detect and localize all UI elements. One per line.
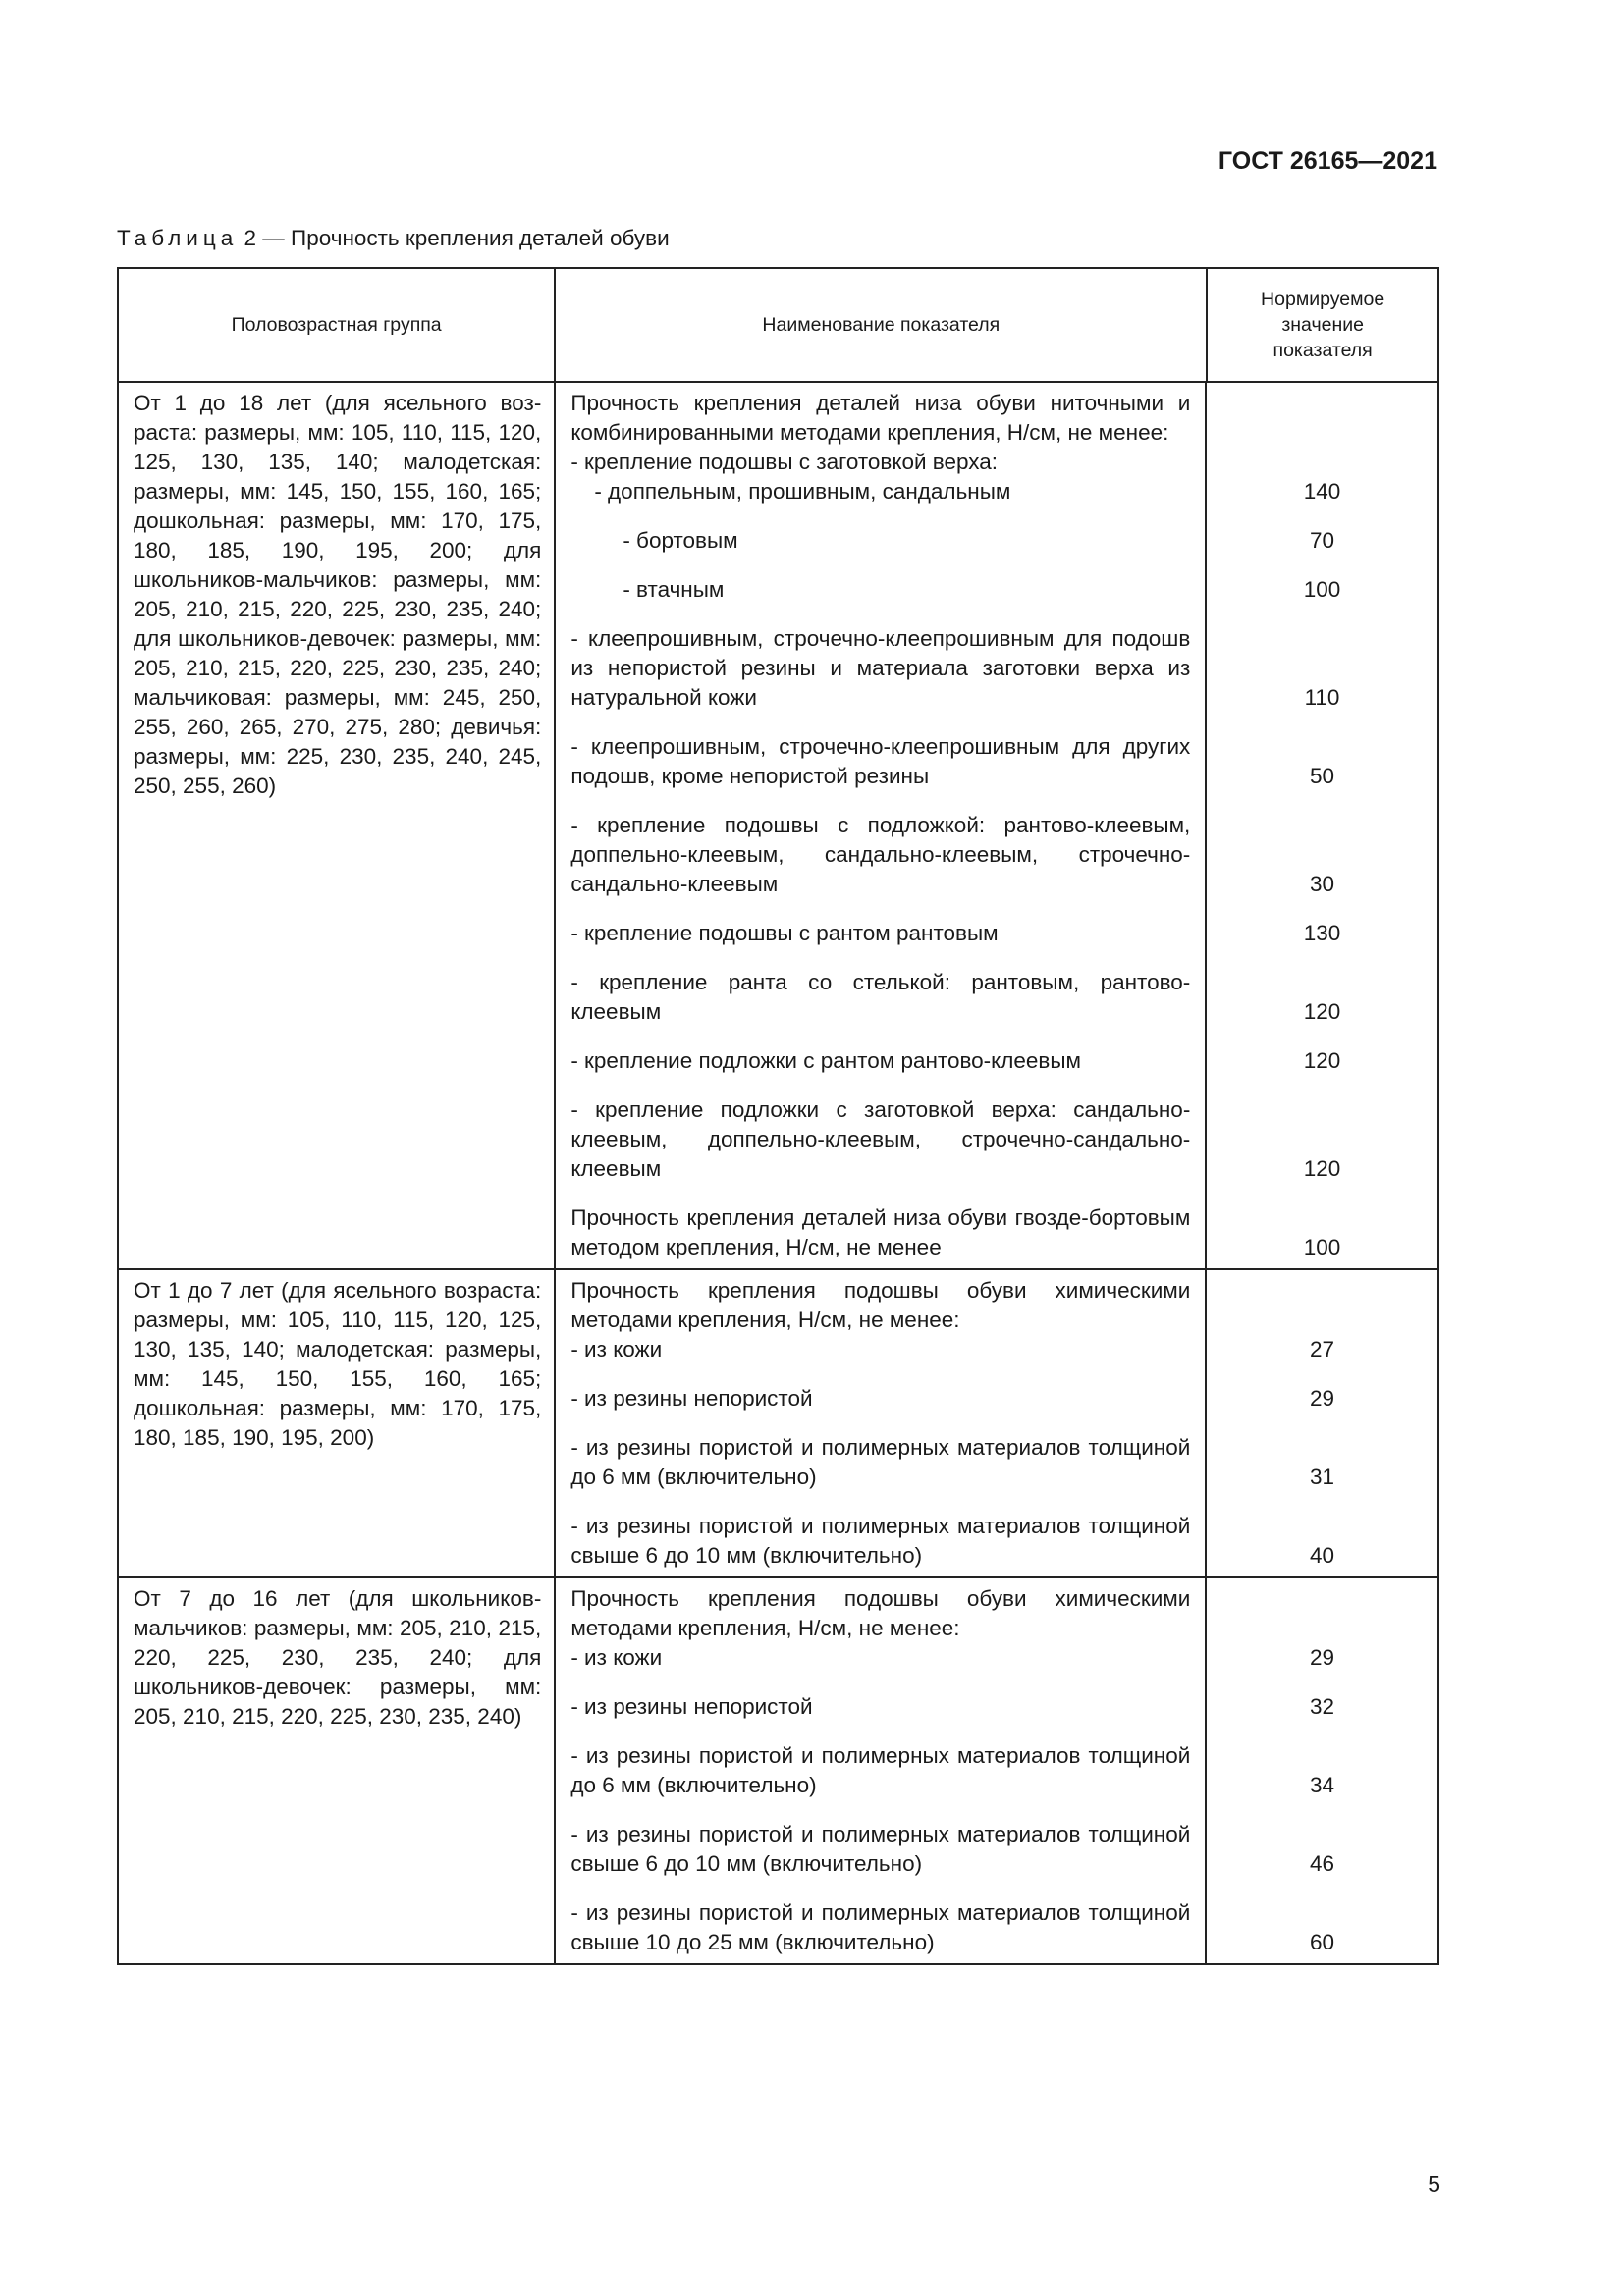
indicator-value: 29: [1309, 1386, 1335, 1411]
column-divider: [1205, 1578, 1207, 1963]
indicator-text: - крепление подложки с рантом рантово-клеевым: [570, 1048, 1082, 1073]
indicator-value: 100: [1303, 1235, 1341, 1259]
indicator-cell: [555, 382, 1438, 1269]
indicator-cell: [555, 1577, 1438, 1964]
indicator-text: - из резины пористой и полимерных материалов толщиной свыше 10 до 25 мм (включительно): [570, 1900, 1191, 1954]
indicator-subheading: - крепление подошвы с заготовкой верха:: [570, 450, 999, 474]
table-caption-title: 2 — Прочность крепления деталей обуви: [244, 226, 670, 250]
indicator-value: 130: [1303, 921, 1341, 945]
indicator-text: - из резины непористой: [570, 1386, 813, 1411]
indicator-cell: [555, 1269, 1438, 1577]
indicator-text: - доппельным, прошивным, сандальным: [594, 479, 1011, 504]
table-row-group3: [118, 1577, 1438, 1964]
indicator-value: 46: [1309, 1851, 1335, 1876]
indicator-text: - бортовым: [623, 528, 738, 553]
indicator-value: 70: [1309, 528, 1335, 553]
indicator-text: - крепление подложки с заготовкой верха: сандально-клеевым, доппельно-клеевым, строчечно-сандально-клеевым: [570, 1097, 1191, 1181]
indicator-value: 100: [1303, 577, 1341, 602]
age-group-cell: От 7 до 16 лет (для школьников-мальчиков: размеры, мм: 205, 210, 215, 220, 225, 230, 235, 240; для школьников-девочек: размеры, мм: 205, 210, 215, 220, 225, 230, 235, 240): [118, 1577, 555, 1964]
header-age-group: Половозрастная группа: [118, 268, 555, 382]
page-number: 5: [1428, 2171, 1440, 2197]
indicator-value: 27: [1309, 1337, 1335, 1362]
indicator-text: - клеепрошивным, строчечно-клеепрошивным для других подошв, кроме непористой резины: [570, 734, 1191, 788]
table-row-group2: [118, 1269, 1438, 1577]
indicator-heading: Прочность крепления деталей низа обуви ниточными и комбинированными методами крепления, Н/см, не менее:: [570, 391, 1191, 445]
indicator-text: - из резины пористой и полимерных материалов толщиной до 6 мм (включительно): [570, 1435, 1191, 1489]
age-group-cell: От 1 до 18 лет (для ясельного возраста: размеры, мм: 105, 110, 115, 120, 125, 130, 135, 140; малодетская: размеры, мм: 145, 150, 155, 160, 165; дошкольная: размеры, мм: 170, 175, 180, 185, 190, 195, 200; для школьников-мальчиков: размеры, мм: 205, 210, 215, 220, 225, 230, 235, 240; для школьников-девочек: размеры, мм: 205, 210, 215, 220, 225, 230, 235, 240; мальчиковая: размеры, мм: 245, 250, 255, 260, 265, 270, 275, 280; девичья: размеры, мм: 225, 230, 235, 240, 245, 250, 255, 260): [118, 382, 555, 1269]
age-group-cell: От 1 до 7 лет (для ясельного возраста: размеры, мм: 105, 110, 115, 120, 125, 130, 135, 140; малодетская: размеры, мм: 145, 150, 155, 160, 165; дошкольная: размеры, мм: 170, 175, 180, 185, 190, 195, 200): [118, 1269, 555, 1577]
indicator-value: 40: [1309, 1543, 1335, 1568]
indicator-value: 120: [1303, 1156, 1341, 1181]
indicator-value: 29: [1309, 1645, 1335, 1670]
indicator-text: - из резины пористой и полимерных материалов толщиной до 6 мм (включительно): [570, 1743, 1191, 1797]
table-row-group1: [118, 382, 1438, 1269]
indicator-text: - из кожи: [570, 1645, 663, 1670]
indicator-value: 120: [1303, 1048, 1341, 1073]
column-divider: [1205, 1270, 1207, 1576]
header-indicator: Наименование показателя: [555, 268, 1207, 382]
indicator-value: 30: [1309, 872, 1335, 896]
table-caption: [117, 226, 670, 251]
indicator-text: - из резины непористой: [570, 1694, 813, 1719]
indicator-text: - крепление подошвы с рантом рантовым: [570, 921, 999, 945]
indicator-text: - из кожи: [570, 1337, 663, 1362]
table-caption-word: Таблица: [117, 226, 239, 250]
indicator-text: - клеепрошивным, строчечно-клеепрошивным для подошв из непористой резины и материала заготовки верха из натуральной кожи: [570, 626, 1191, 710]
indicator-value: 50: [1309, 764, 1335, 788]
column-divider: [1205, 383, 1207, 1268]
indicator-text: - втачным: [623, 577, 725, 602]
indicator-heading: Прочность крепления подошвы обуви химическими методами крепления, Н/см, не менее:: [570, 1278, 1191, 1332]
indicator-value: 60: [1309, 1930, 1335, 1954]
indicator-text: - крепление подошвы с подложкой: рантово-клеевым, доппельно-клеевым, сандально-клеевым, строчечно-сандально-клеевым: [570, 813, 1191, 896]
indicator-heading: Прочность крепления подошвы обуви химическими методами крепления, Н/см, не менее:: [570, 1586, 1191, 1640]
indicator-value: 110: [1304, 685, 1340, 710]
indicator-text: - из резины пористой и полимерных материалов толщиной свыше 6 до 10 мм (включительно): [570, 1822, 1191, 1876]
indicator-value: 34: [1309, 1773, 1335, 1797]
indicator-value: 140: [1303, 479, 1341, 504]
indicator-text: - крепление ранта со стелькой: рантовым, рантово-клеевым: [570, 970, 1191, 1024]
indicator-text: - из резины пористой и полимерных материалов толщиной свыше 6 до 10 мм (включительно): [570, 1514, 1191, 1568]
strength-table: [117, 267, 1439, 1965]
header-value: Нормируемое значение показателя: [1207, 268, 1438, 382]
standard-number: ГОСТ 26165—2021: [1218, 147, 1437, 175]
indicator-value: 32: [1309, 1694, 1335, 1719]
indicator-value: 120: [1303, 999, 1341, 1024]
indicator-value: 31: [1309, 1465, 1335, 1489]
indicator-text: Прочность крепления деталей низа обуви гвозде-бортовым методом крепления, Н/см, не менее: [570, 1205, 1191, 1259]
table-header-row: [118, 268, 1438, 382]
